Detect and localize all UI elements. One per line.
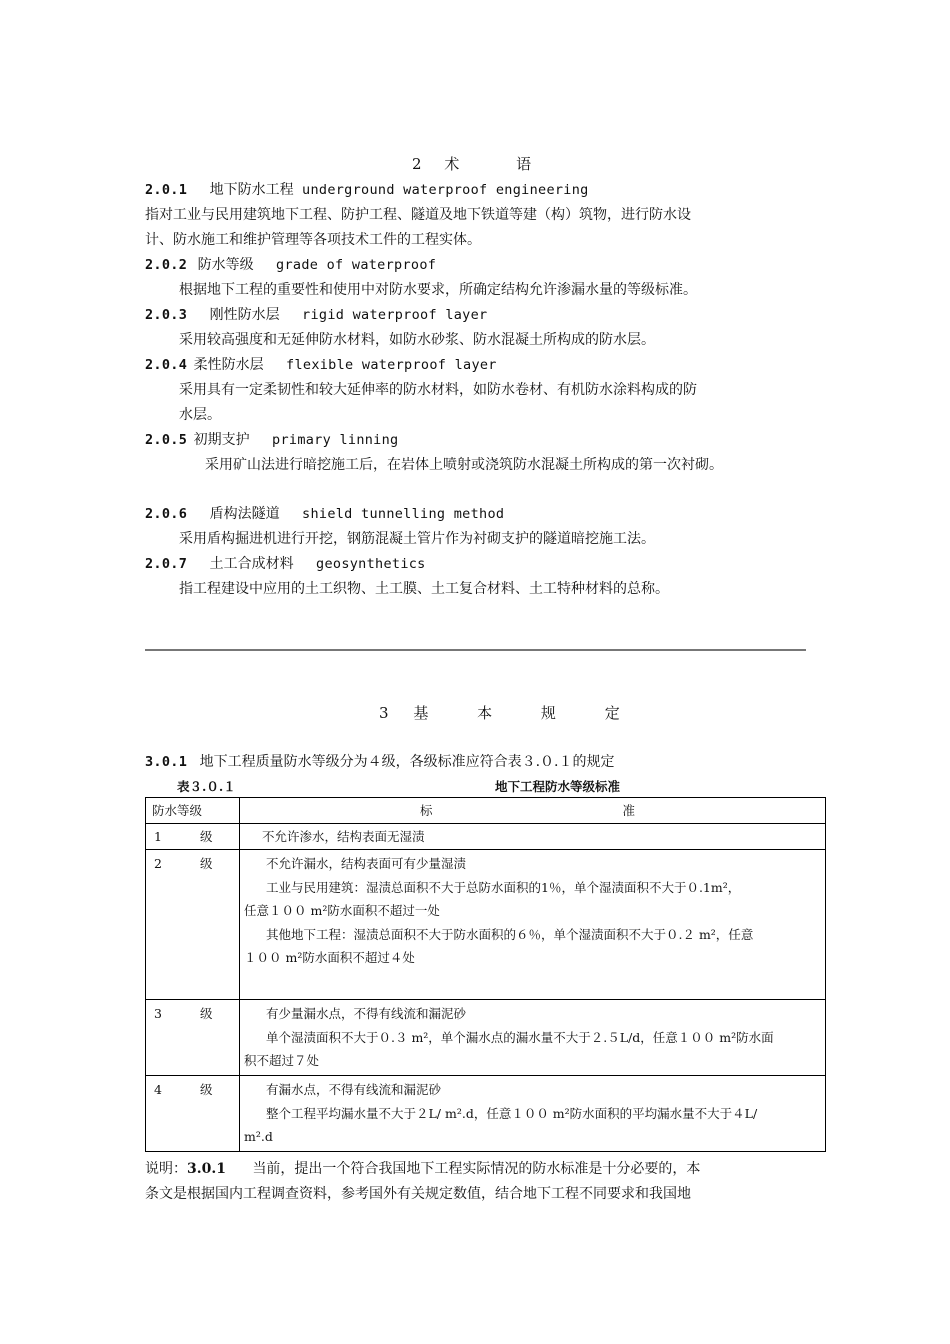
standard-cell — [240, 1000, 826, 1076]
header-standard-b: 准 — [622, 803, 636, 818]
waterproof-grade-table — [145, 797, 826, 1152]
term-number: 2.0.1 — [145, 182, 188, 198]
grade-unit: 级 — [199, 1006, 213, 1021]
term-cn: 刚性防水层 — [209, 307, 280, 323]
note-number: 3.0.1 — [187, 1161, 226, 1177]
term-definition-line: 计、防水施工和维护管理等各项技术工件的工程实体。 — [145, 232, 481, 248]
clause-number: 3.0.1 — [145, 754, 188, 770]
grade-unit: 级 — [199, 829, 213, 844]
term-number: 2.0.5 — [145, 432, 188, 448]
standard-line: １００ m²防水面积不超过４处 — [244, 950, 415, 965]
standard-line: 不允许渗水，结构表面无湿渍 — [262, 829, 425, 844]
grade-unit: 级 — [199, 856, 213, 871]
note-text: 当前，提出一个符合我国地下工程实际情况的防水标准是十分必要的，本 — [252, 1161, 701, 1177]
section-2-number: 2 — [412, 155, 422, 173]
standard-line: 有漏水点，不得有线流和漏泥砂 — [266, 1082, 442, 1097]
term-cn: 盾构法隧道 — [209, 506, 280, 522]
term-2-0-6-heading — [145, 503, 504, 523]
term-definition-line: 采用盾构掘进机进行开挖，钢筋混凝土管片作为衬砌支护的隧道暗挖施工法。 — [179, 531, 655, 547]
term-en: rigid waterproof layer — [302, 307, 488, 323]
standard-line: 不允许漏水，结构表面可有少量湿渍 — [266, 856, 467, 871]
section-2-title-char: 语 — [516, 155, 532, 173]
section-3-title-char: 规 — [540, 704, 556, 722]
term-2-0-3-heading — [145, 304, 487, 324]
section-2-title-char: 术 — [444, 155, 460, 173]
standard-cell — [240, 1076, 826, 1152]
term-2-0-1-heading — [145, 179, 589, 199]
grade-cell — [146, 824, 240, 850]
term-2-0-4-heading — [145, 354, 497, 374]
table-row — [146, 1076, 826, 1152]
term-cn: 土工合成材料 — [209, 556, 294, 572]
standard-cell — [240, 824, 826, 850]
term-definition-line: 采用较高强度和无延伸防水材料，如防水砂浆、防水混凝土所构成的防水层。 — [179, 332, 655, 348]
term-2-0-5-heading — [145, 429, 398, 449]
grade-unit: 级 — [199, 1082, 213, 1097]
table-header-row — [146, 798, 826, 824]
header-standard-a: 标 — [420, 803, 433, 818]
table-row — [146, 824, 826, 850]
table-row — [146, 850, 826, 1000]
standard-line: 积不超过７处 — [244, 1053, 320, 1068]
term-definition-line: 根据地下工程的重要性和使用中对防水要求，所确定结构允许渗漏水量的等级标准。 — [179, 282, 697, 298]
table-caption: 地下工程防水等级标准 — [495, 779, 621, 794]
header-standard-cell — [240, 798, 826, 824]
section-3-title-char: 定 — [604, 704, 620, 722]
page-divider — [145, 649, 806, 651]
term-cn: 柔性防水层 — [193, 357, 264, 373]
term-cn: 地下防水工程 — [209, 182, 294, 198]
term-en: geosynthetics — [316, 556, 426, 572]
term-en: flexible waterproof layer — [286, 357, 497, 373]
term-number: 2.0.6 — [145, 506, 188, 522]
standard-line: 任意１００ m²防水面积不超过一处 — [244, 903, 440, 918]
term-definition-line: 指对工业与民用建筑地下工程、防护工程、隧道及地下铁道等建（构）筑物，进行防水设 — [145, 207, 691, 223]
term-en: shield tunnelling method — [302, 506, 505, 522]
term-number: 2.0.4 — [145, 357, 188, 373]
header-grade-cell — [146, 798, 240, 824]
grade-number: 4 — [154, 1082, 162, 1097]
header-grade: 防水等级 — [152, 803, 203, 818]
clause-3-0-1 — [145, 751, 615, 771]
grade-number: 2 — [154, 856, 162, 871]
section-2-title — [412, 153, 531, 174]
note-label: 说明： — [145, 1161, 187, 1177]
section-3-title-char: 本 — [477, 704, 493, 722]
standard-line: 整个工程平均漏水量不大于２L/ m².d，任意１００ m²防水面积的平均漏水量不大于４L/ — [266, 1105, 758, 1121]
grade-cell — [146, 850, 240, 1000]
table-row — [146, 1000, 826, 1076]
grade-number: 3 — [154, 1006, 162, 1021]
standard-line: 工业与民用建筑：湿渍总面积不大于总防水面积的1％，单个湿渍面积不大于０.1m²， — [266, 879, 741, 895]
term-number: 2.0.2 — [145, 257, 188, 273]
standard-line: 单个湿渍面积不大于０.３ m²，单个漏水点的漏水量不大于２.５L/d，任意１００ m²防水面 — [266, 1029, 774, 1045]
clause-text: 地下工程质量防水等级分为４级，各级标准应符合表３.０.１的规定 — [199, 754, 615, 770]
term-2-0-7-heading — [145, 553, 426, 573]
section-3-number: 3 — [379, 704, 389, 722]
standard-line: m².d — [244, 1129, 273, 1144]
term-en: underground waterproof engineering — [302, 182, 589, 198]
term-en: primary linning — [272, 432, 399, 448]
section-3-title-char: 基 — [413, 704, 429, 722]
standard-line: 其他地下工程：湿渍总面积不大于防水面积的６％，单个湿渍面积不大于０.２ m²，任意 — [266, 926, 754, 942]
term-definition-line: 采用具有一定柔韧性和较大延伸率的防水材料，如防水卷材、有机防水涂料构成的防 — [179, 382, 697, 398]
section-3-title — [379, 702, 620, 723]
term-definition-line: 采用矿山法进行暗挖施工后，在岩体上喷射或浇筑防水混凝土所构成的第一次衬砌。 — [205, 457, 723, 473]
grade-number: 1 — [154, 829, 162, 844]
term-definition-line: 水层。 — [179, 407, 221, 423]
term-cn: 防水等级 — [197, 257, 254, 273]
grade-cell — [146, 1000, 240, 1076]
term-definition-line: 指工程建设中应用的土工织物、土工膜、土工复合材料、土工特种材料的总称。 — [179, 581, 669, 597]
standard-cell — [240, 850, 826, 1000]
note-line-1 — [145, 1158, 700, 1178]
term-cn: 初期支护 — [193, 432, 250, 448]
table-label: 表３.０.１ — [177, 779, 236, 794]
term-number: 2.0.7 — [145, 556, 188, 572]
term-en: grade of waterproof — [276, 257, 437, 273]
standard-line: 有少量漏水点，不得有线流和漏泥砂 — [266, 1006, 467, 1021]
term-2-0-2-heading — [145, 254, 436, 274]
note-line-2: 条文是根据国内工程调查资料，参考国外有关规定数值，结合地下工程不同要求和我国地 — [145, 1186, 691, 1202]
term-number: 2.0.3 — [145, 307, 188, 323]
grade-cell — [146, 1076, 240, 1152]
